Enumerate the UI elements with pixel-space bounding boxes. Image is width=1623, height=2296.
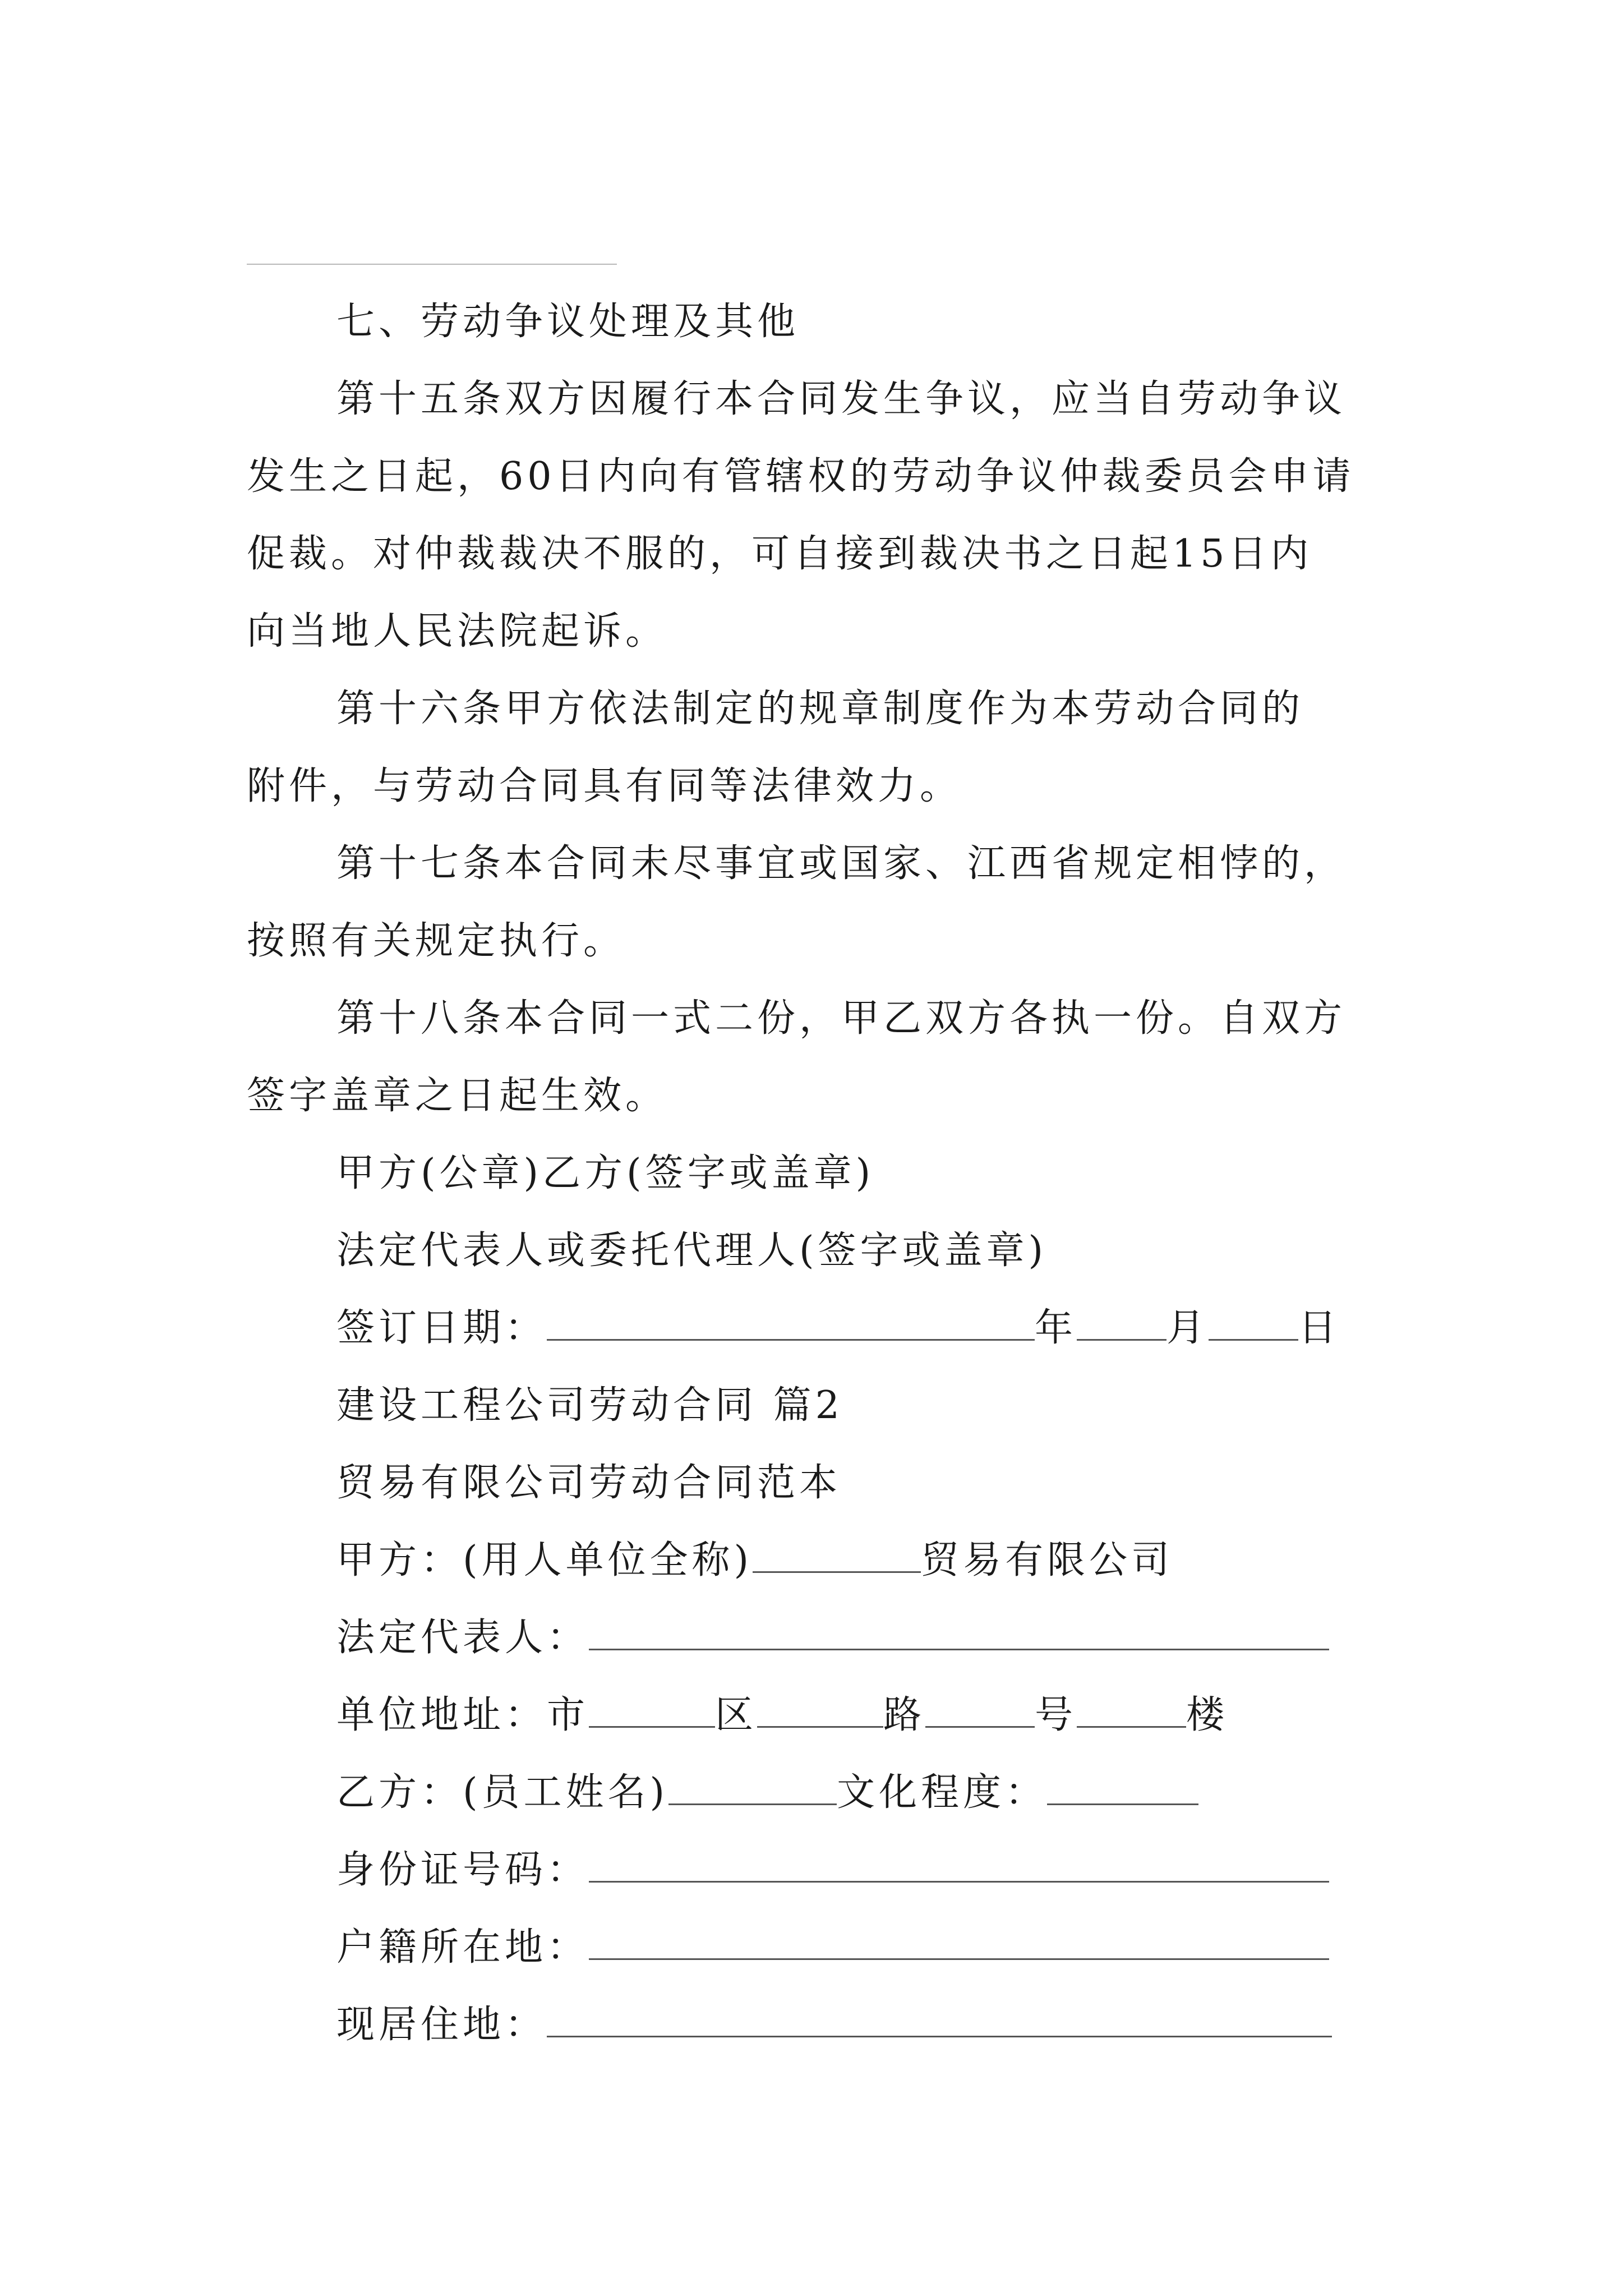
education-label: 文化程度： xyxy=(837,1770,1048,1815)
article-18-line-1: 第十八条本合同一式二份，甲乙双方各执一份。自双方 xyxy=(336,996,1347,1041)
next-contract-heading: 建设工程公司劳动合同 篇2 xyxy=(336,1383,843,1428)
month-label: 月 xyxy=(1166,1306,1209,1350)
residence-row xyxy=(247,1986,1391,2064)
header-rule xyxy=(247,264,617,265)
signing-date-label: 签订日期： xyxy=(336,1306,547,1350)
article-17-line-2: 按照有关规定执行。 xyxy=(247,919,626,963)
year-label: 年 xyxy=(1035,1306,1077,1350)
party-b-label: 乙方：(员工姓名) xyxy=(336,1770,669,1815)
signing-date-blank[interactable] xyxy=(547,1304,1035,1341)
address-road-label: 路 xyxy=(883,1693,926,1737)
month-blank[interactable] xyxy=(1077,1304,1166,1341)
legal-rep-row xyxy=(247,1599,1391,1677)
signature-parties: 甲方(公章)乙方(签字或盖章) xyxy=(336,1151,875,1195)
residence-label: 现居住地： xyxy=(336,2003,547,2047)
next-contract-subheading: 贸易有限公司劳动合同范本 xyxy=(336,1461,842,1505)
article-15-line-1: 第十五条双方因履行本合同发生争议，应当自劳动争议 xyxy=(336,377,1347,421)
signature-representative: 法定代表人或委托代理人(签字或盖章) xyxy=(336,1228,1048,1273)
signing-date-row xyxy=(247,1290,1391,1367)
address-number-label: 号 xyxy=(1035,1693,1077,1737)
article-17 xyxy=(247,825,1391,980)
article-16 xyxy=(247,670,1391,825)
legal-rep-label: 法定代表人： xyxy=(336,1616,589,1660)
day-label: 日 xyxy=(1298,1306,1341,1350)
party-a-name-blank[interactable] xyxy=(753,1536,921,1573)
article-18-line-2: 签字盖章之日起生效。 xyxy=(247,1074,668,1118)
address-district-blank[interactable] xyxy=(757,1691,883,1728)
article-15 xyxy=(247,361,1391,670)
address-label: 单位地址：市 xyxy=(336,1693,589,1737)
article-16-line-1: 第十六条甲方依法制定的规章制度作为本劳动合同的 xyxy=(336,687,1304,731)
document-body xyxy=(247,283,1391,2064)
household-label: 户籍所在地： xyxy=(336,1925,589,1970)
household-blank[interactable] xyxy=(589,1924,1329,1960)
article-16-line-2: 附件，与劳动合同具有同等法律效力。 xyxy=(247,764,962,808)
section-heading: 七、劳动争议处理及其他 xyxy=(336,300,800,344)
party-a-label: 甲方：(用人单位全称) xyxy=(336,1538,753,1582)
article-18 xyxy=(247,980,1391,1135)
address-road-blank[interactable] xyxy=(925,1691,1035,1728)
residence-blank[interactable] xyxy=(547,2001,1332,2037)
article-15-line-2: 发生之日起，60日内向有管辖权的劳动争议仲裁委员会申请 xyxy=(247,454,1355,499)
address-city-blank[interactable] xyxy=(589,1691,715,1728)
article-15-line-3: 促裁。对仲裁裁决不服的，可自接到裁决书之日起15日内 xyxy=(247,532,1313,576)
id-number-label: 身份证号码： xyxy=(336,1848,589,1892)
legal-rep-blank[interactable] xyxy=(589,1614,1329,1650)
party-a-row xyxy=(247,1522,1391,1599)
address-number-blank[interactable] xyxy=(1077,1691,1186,1728)
education-blank[interactable] xyxy=(1047,1769,1198,1805)
address-row xyxy=(247,1677,1391,1754)
id-number-row xyxy=(247,1832,1391,1909)
day-blank[interactable] xyxy=(1209,1304,1298,1341)
address-building-label: 楼 xyxy=(1186,1693,1229,1737)
article-15-line-4: 向当地人民法院起诉。 xyxy=(247,609,668,654)
household-row xyxy=(247,1909,1391,1986)
party-b-row xyxy=(247,1754,1391,1832)
party-a-suffix: 贸易有限公司 xyxy=(921,1538,1174,1582)
id-number-blank[interactable] xyxy=(589,1846,1329,1883)
party-b-name-blank[interactable] xyxy=(668,1769,837,1805)
address-district-label: 区 xyxy=(715,1693,758,1737)
article-17-line-1: 第十七条本合同未尽事宜或国家、江西省规定相悖的， xyxy=(336,841,1347,886)
